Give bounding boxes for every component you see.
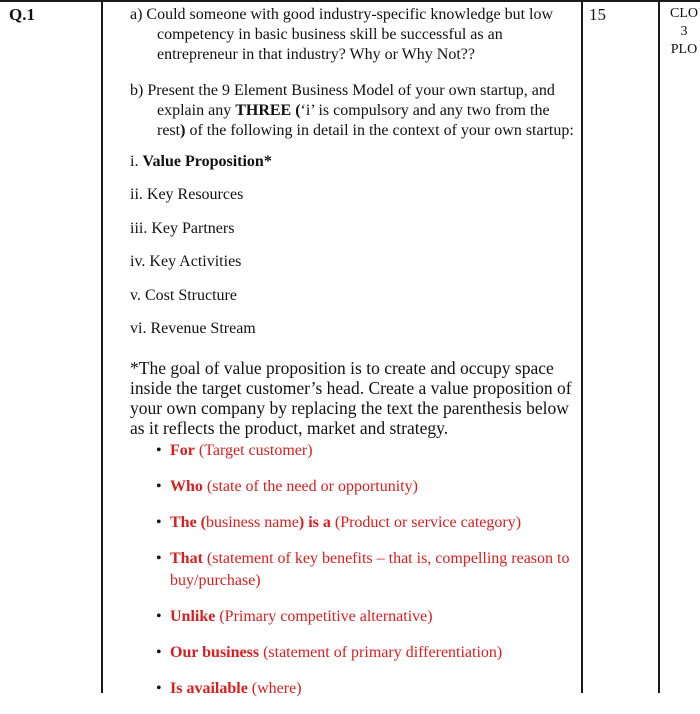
bullet-keyword: Unlike bbox=[170, 608, 216, 626]
bullet-keyword: The ( bbox=[170, 514, 206, 532]
bullet-dot-icon: • bbox=[156, 608, 162, 626]
element-list bbox=[130, 152, 575, 352]
list-item bbox=[130, 185, 575, 218]
bullet-keyword: Is available bbox=[170, 680, 248, 698]
bullet-keyword: ) is a bbox=[298, 514, 331, 532]
bullet-dot-icon: • bbox=[156, 680, 162, 698]
list-item bbox=[130, 286, 575, 319]
table-top-border bbox=[0, 0, 700, 2]
part-b-bold-three: THREE ( bbox=[235, 102, 301, 119]
bullet-item bbox=[156, 512, 575, 534]
bullet-item bbox=[156, 476, 575, 498]
list-item-label: Cost Structure bbox=[144, 286, 237, 304]
list-item-label: Key Partners bbox=[151, 219, 235, 237]
bullet-dot-icon: • bbox=[156, 478, 162, 496]
list-item-number: i. bbox=[130, 153, 143, 170]
table-column-divider-2 bbox=[581, 0, 583, 693]
bullet-text: (Target customer) bbox=[194, 442, 313, 460]
bullet-keyword: Our business bbox=[170, 644, 260, 662]
bullet-item bbox=[156, 548, 575, 592]
part-b-middle: is compulsory and any two from the rest bbox=[157, 102, 550, 139]
table-column-divider-3 bbox=[658, 0, 660, 693]
list-item-number: ii. bbox=[130, 186, 147, 204]
bullet-text: (state of the need or opportunity) bbox=[202, 478, 418, 496]
bullet-dot-icon: • bbox=[156, 550, 162, 568]
bullet-dot-icon: • bbox=[156, 644, 162, 662]
list-item-label: Key Activities bbox=[149, 253, 242, 271]
bullet-dot-icon: • bbox=[156, 514, 162, 532]
list-item-label: Revenue Stream bbox=[150, 319, 256, 337]
marks-value: 15 bbox=[589, 5, 606, 24]
list-item-number: vi. bbox=[130, 319, 151, 337]
bullet-keyword: Who bbox=[170, 478, 203, 496]
bullet-item bbox=[156, 440, 575, 462]
clo-plo-cell bbox=[664, 5, 700, 59]
list-item bbox=[130, 219, 575, 252]
question-content bbox=[130, 5, 575, 714]
bullet-text: (statement of primary differentiation) bbox=[259, 644, 503, 662]
list-item-number: iii. bbox=[130, 219, 152, 237]
plo-label: PLO bbox=[670, 42, 698, 57]
part-b-prefix: b) Present the 9 Element Business Model of your own startup, and explain any bbox=[130, 82, 555, 119]
list-item-number: v. bbox=[130, 286, 145, 304]
part-b-text bbox=[130, 81, 575, 141]
value-proposition-bullets bbox=[156, 440, 575, 700]
bullet-text: business name bbox=[206, 514, 299, 532]
bullet-keyword: That bbox=[170, 550, 203, 568]
table-column-divider-1 bbox=[101, 0, 103, 693]
list-item-label: Key Resources bbox=[146, 186, 244, 204]
bullet-text: (where) bbox=[247, 680, 302, 698]
bullet-item bbox=[156, 606, 575, 628]
question-number: Q.1 bbox=[9, 5, 35, 24]
list-item-number: iv. bbox=[130, 253, 150, 271]
list-item bbox=[130, 319, 575, 352]
bullet-text: (Product or service category) bbox=[330, 514, 522, 532]
part-b-quote-i: ‘i’ bbox=[300, 102, 315, 119]
clo-number: 3 bbox=[680, 24, 688, 39]
list-item bbox=[130, 152, 575, 185]
list-item bbox=[130, 252, 575, 285]
bullet-keyword: For bbox=[170, 442, 195, 460]
bullet-item bbox=[156, 642, 575, 664]
bullet-item bbox=[156, 678, 575, 700]
part-b-bold-close: ) bbox=[180, 122, 186, 139]
value-proposition-note: *The goal of value proposition is to create and occupy space inside the target customer’s head. Create a value proposition of your own company by replacing the text the parenthesis below as it reflects the product, market and strategy. bbox=[130, 358, 572, 439]
bullet-text: (Primary competitive alternative) bbox=[215, 608, 433, 626]
bullet-text: (statement of key benefits – that is, compelling reason to buy/purchase) bbox=[170, 550, 570, 590]
part-b-suffix: of the following in detail in the context of your own startup: bbox=[185, 122, 574, 139]
clo-label: CLO bbox=[670, 6, 698, 21]
bullet-dot-icon: • bbox=[156, 442, 162, 460]
list-item-label: Value Proposition* bbox=[142, 153, 272, 170]
part-a-text: a) Could someone with good industry-specific knowledge but low competency in basic business skill be successful as an entrepreneur in that industry? Why or Why Not?? bbox=[130, 6, 554, 63]
